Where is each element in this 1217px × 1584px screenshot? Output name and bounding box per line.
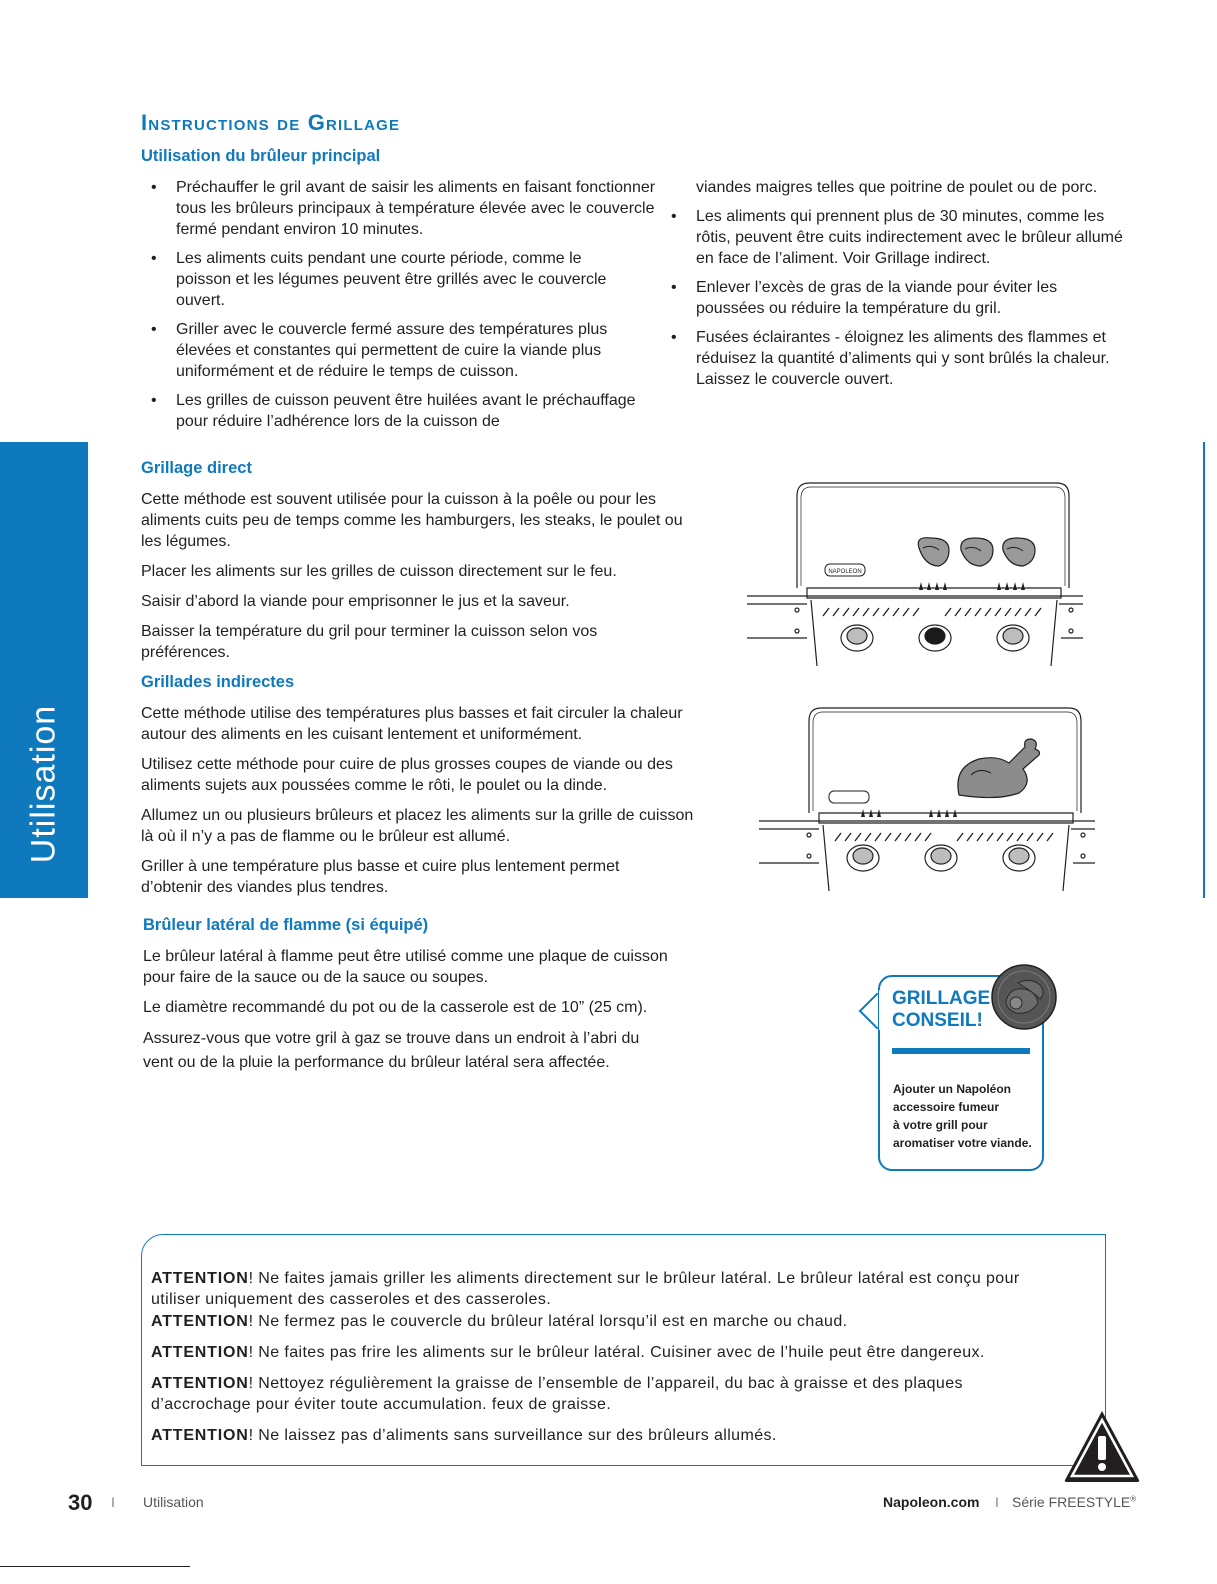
warning-item: ATTENTION! Ne faites jamais griller les aliments directement sur le brûleur latéral. Le brûleur latéral est conçu pour utiliser uniquement des casseroles et des casseroles. bbox=[151, 1270, 1020, 1308]
warning-item: ATTENTION! Nettoyez régulièrement la graisse de l’ensemble de l’appareil, du bac à graisse et des plaques d’accrochage pour éviter toute accumulation. feux de graisse. bbox=[151, 1375, 963, 1413]
paragraph: Cette méthode est souvent utilisée pour la cuisson à la poêle ou pour les aliments cuits peu de temps comme les hamburgers, les steaks, le poulet ou les légumes. bbox=[141, 491, 683, 550]
paragraph: Baisser la température du gril pour terminer la cuisson selon vos préférences. bbox=[141, 623, 598, 661]
tip-notch-cover bbox=[879, 990, 891, 1030]
indirect-text bbox=[141, 703, 696, 898]
warning-item: ATTENTION! Ne fermez pas le couvercle du brûleur latéral lorsqu’il est en marche ou chaud. bbox=[151, 1313, 848, 1330]
main-burner-heading: Utilisation du brûleur principal bbox=[141, 147, 381, 165]
footer-series: Série FREESTYLE® bbox=[1012, 1494, 1137, 1510]
paragraph: Assurez-vous que votre gril à gaz se trouve dans un endroit à l’abri du vent ou de la pluie la performance du brûleur latéral sera affectée. bbox=[143, 1030, 640, 1071]
indirect-heading: Grillades indirectes bbox=[141, 673, 295, 691]
right-edge-marker bbox=[1203, 442, 1205, 898]
side-burner-text bbox=[143, 946, 703, 1075]
direct-grilling-illustration bbox=[745, 478, 1085, 666]
paragraph: Saisir d’abord la viande pour emprisonner le jus et la saveur. bbox=[141, 593, 570, 610]
list-item: • Griller avec le couvercle fermé assure des températures plus élevées et constantes qui permettent de cuire la viande plus uniformément et de réduire le temps de cuisson. bbox=[141, 319, 661, 382]
footer-section: Utilisation bbox=[143, 1494, 204, 1510]
paragraph: Placer les aliments sur les grilles de cuisson directement sur le feu. bbox=[141, 563, 617, 580]
main-burner-list-right bbox=[661, 206, 1141, 390]
paragraph: Cette méthode utilise des températures plus basses et fait circuler la chaleur autour des aliments en les cuisant lentement et uniformément. bbox=[141, 705, 683, 743]
direct-text bbox=[141, 489, 696, 663]
list-item: • Fusées éclairantes - éloignez les aliments des flammes et réduisez la quantité d’aliments qui y sont brûlés la chaleur. Laissez le couvercle ouvert. bbox=[661, 327, 1141, 390]
direct-heading: Grillage direct bbox=[141, 459, 252, 477]
list-item: • Préchauffer le gril avant de saisir les aliments en faisant fonctionner tous les brûleurs principaux à température élevée avec le couvercle fermé pendant environ 10 minutes. bbox=[141, 177, 661, 240]
footer-separator: I bbox=[111, 1494, 115, 1510]
paragraph: Allumez un ou plusieurs brûleurs et placez les aliments sur la grille de cuisson là où il n’y a pas de flamme ou le brûleur est allumé. bbox=[141, 807, 694, 845]
section-tab-label: Utilisation bbox=[24, 704, 63, 864]
warning-triangle-icon bbox=[1062, 1408, 1142, 1484]
footer-separator-right: I bbox=[995, 1494, 999, 1510]
warning-item: ATTENTION! Ne faites pas frire les aliments sur le brûleur latéral. Cuisiner avec de l’huile peut être dangereux. bbox=[151, 1344, 985, 1361]
list-item: • Les aliments qui prennent plus de 30 minutes, comme les rôtis, peuvent être cuits indirectement avec le brûleur allumé en face de l’aliment. Voir Grillage indirect. bbox=[661, 206, 1141, 269]
paragraph: Griller à une température plus basse et cuire plus lentement permet d’obtenir des viandes plus tendres. bbox=[141, 858, 620, 896]
main-burner-list-left bbox=[141, 177, 661, 432]
paragraph: Le diamètre recommandé du pot ou de la casserole est de 10” (25 cm). bbox=[143, 999, 648, 1016]
bottom-rule bbox=[0, 1566, 190, 1567]
tip-title: GRILLAGE CONSEIL! bbox=[892, 988, 991, 1031]
list-item: • Les grilles de cuisson peuvent être huilées avant le préchauffage pour réduire l’adhérence lors de la cuisson de bbox=[141, 390, 661, 432]
footer-site: Napoleon.com bbox=[883, 1494, 980, 1510]
list-item: • Enlever l’excès de gras de la viande pour éviter les poussées ou réduire la température du gril. bbox=[661, 277, 1141, 319]
grill-logo: NAPOLEON bbox=[828, 569, 862, 575]
page-title: Instructions de Grillage bbox=[141, 110, 401, 135]
tip-body: Ajouter un Napoléon accessoire fumeur à votre grill pour aromatiser votre viande. bbox=[893, 1082, 1032, 1150]
paragraph: Utilisez cette méthode pour cuire de plus grosses coupes de viande ou des aliments sujets aux poussées comme le rôti, le poulet ou la dinde. bbox=[141, 756, 673, 794]
page-number: 30 bbox=[68, 1490, 93, 1515]
list-item: • Les aliments cuits pendant une courte période, comme le poisson et les légumes peuvent être grillés avec le couvercle ouvert. bbox=[141, 248, 661, 311]
main-burner-continuation: viandes maigres telles que poitrine de poulet ou de porc. bbox=[696, 179, 1098, 196]
warning-item: ATTENTION! Ne laissez pas d’aliments sans surveillance sur des brûleurs allumés. bbox=[151, 1427, 777, 1444]
smoker-chips-icon bbox=[990, 963, 1058, 1031]
indirect-grilling-illustration bbox=[757, 703, 1097, 891]
paragraph: Le brûleur latéral à flamme peut être utilisé comme une plaque de cuisson pour faire de la sauce ou de la sauce ou soupes. bbox=[143, 948, 668, 986]
side-burner-heading: Brûleur latéral de flamme (si équipé) bbox=[143, 916, 429, 934]
tip-divider bbox=[892, 1048, 1030, 1054]
